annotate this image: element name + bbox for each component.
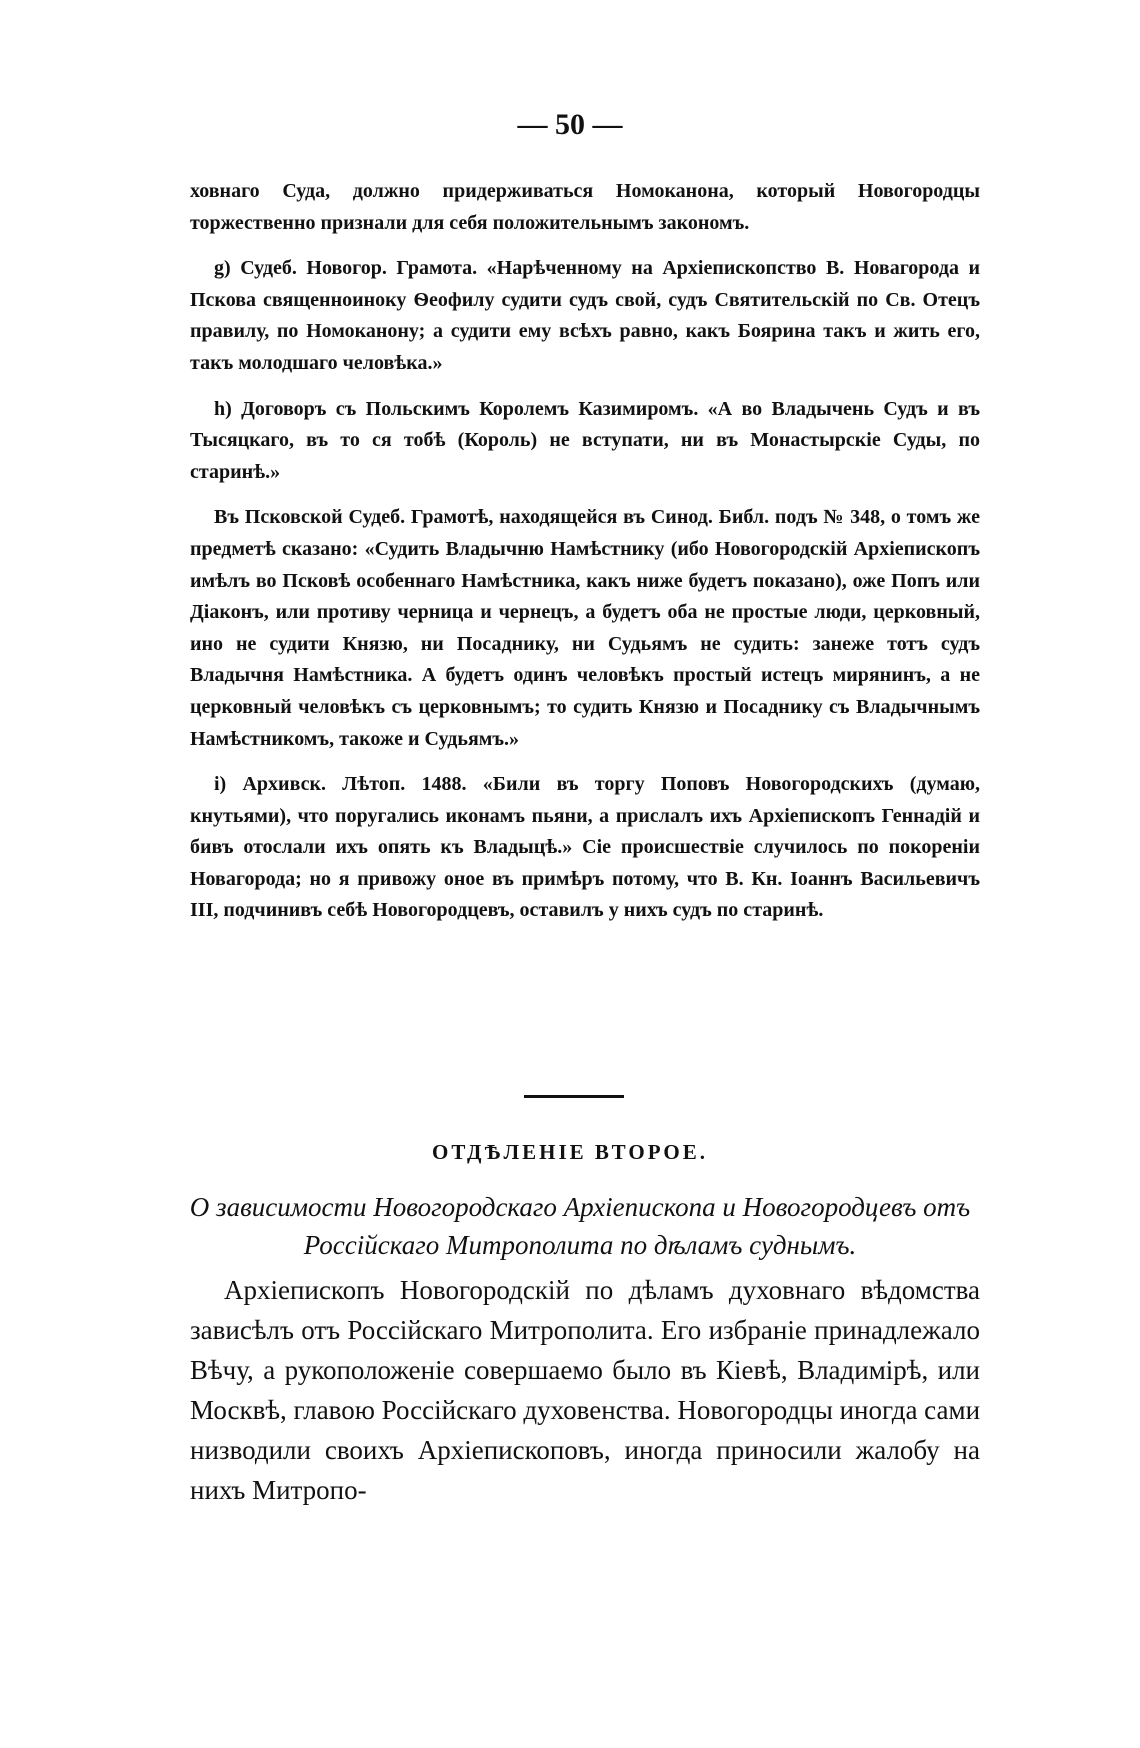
section-title: ОТДѢЛЕНІЕ ВТОРОЕ. bbox=[431, 1140, 708, 1164]
section-divider bbox=[524, 1095, 624, 1098]
footnote-g: g) Судеб. Новогор. Грамота. «Нарѣченному на Архіепископство В. Новагорода и Пскова священноиноку Ѳеофилу судити судъ свой, судъ Святительскій по Св. Отецъ правилу, по Номоканону; а судити ему всѣхъ равно, какъ Боярина такъ и жить его, такъ молодшаго человѣка.» bbox=[190, 257, 980, 374]
footnote-i: i) Архивск. Лѣтоп. 1488. «Били въ торгу Поповъ Новогородскихъ (думаю, кнутьями), что поругались иконамъ пьяни, а прислалъ ихъ Архіепископъ Геннадій и бивъ отослали ихъ опять къ Владыцѣ.» Сіе происшествіе случилось по покореніи Новагорода; но я привожу оное въ примѣръ потому, что В. Кн. Іоаннъ Васильевичъ III, подчинивъ себѣ Новогородцевъ, оставилъ у нихъ судъ по старинѣ. bbox=[190, 773, 980, 922]
body-paragraph: Архіепископъ Новогородскій по дѣламъ духовнаго вѣдомства зависѣлъ отъ Россійскаго Митрополита. Его избраніе принадлежало Вѣчу, а рукоположеніе совершаемо было въ Кіевѣ, Владимірѣ, или Москвѣ, главою Россійскаго духовенства. Новогородцы иногда сами низводили своихъ Архіепископовъ, иногда приносили жалобу на нихъ Митропо- bbox=[190, 1275, 981, 1505]
footnote-pskov-charter: Въ Псковской Судеб. Грамотѣ, находящейся въ Синод. Библ. подъ № 348, о томъ же предметѣ сказано: «Судить Владычню Намѣстнику (ибо Новогородскій Архіепископъ имѣлъ во Псковѣ особеннаго Намѣстника, какъ ниже будетъ показано), оже Попъ или Діаконъ, или противу черница и чернецъ, а будетъ оба не простые люди, церковный, ино не судити Князю, ни Посаднику, ни Судьямъ не судить: занеже тотъ судъ Владычня Намѣстника. А будетъ одинъ человѣкъ простый истецъ мирянинъ, а не церковный человѣкъ съ церковнымъ; то судить Князю и Посаднику съ Владычнымъ Намѣстникомъ, такоже и Судьямъ.» bbox=[190, 506, 980, 750]
footnote-continuation: ховнаго Суда, должно придерживаться Номоканона, который Новогородцы торжественно признали для себя положительнымъ закономъ. bbox=[190, 180, 980, 234]
footnotes-block bbox=[190, 176, 980, 941]
section-subtitle: О зависимости Новогородскаго Архіепископа и Новогородцевъ отъ Россійскаго Митрополита по дѣламъ суднымъ. bbox=[189, 1192, 971, 1260]
page-number: — 50 — bbox=[517, 108, 623, 141]
footnote-h: h) Договоръ съ Польскимъ Королемъ Казимиромъ. «А во Владычень Судъ и въ Тысяцкаго, въ то ся тобѣ (Король) не вступати, ни въ Монастырскіе Суды, по старинѣ.» bbox=[190, 397, 980, 483]
